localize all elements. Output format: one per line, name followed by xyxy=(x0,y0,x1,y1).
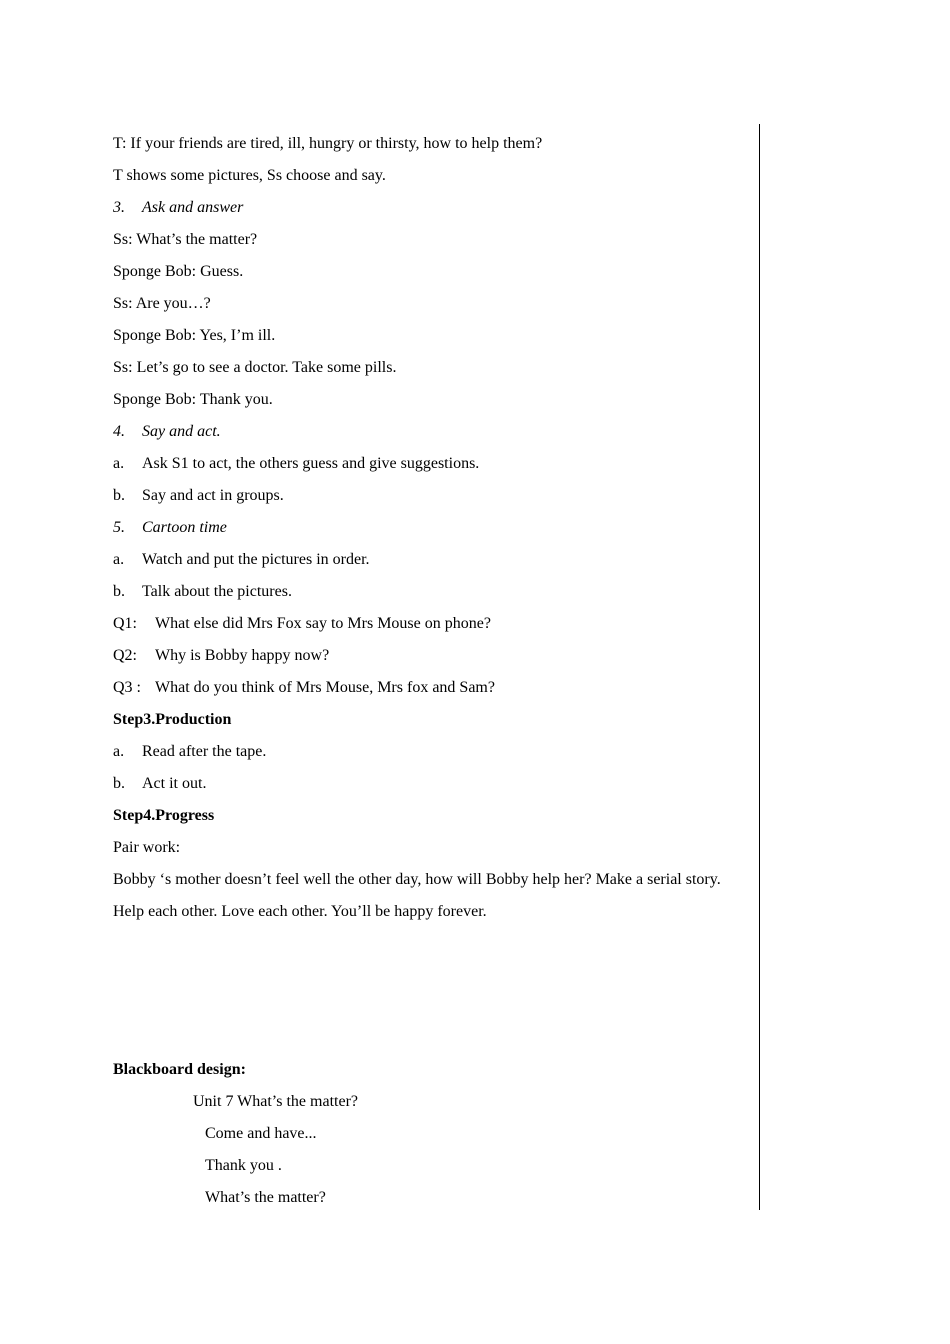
list-letter: b. xyxy=(113,583,125,600)
list-number: 3. xyxy=(113,199,125,216)
dialogue-line: Ss: Are you…? xyxy=(113,295,211,312)
list-letter: b. xyxy=(113,487,125,504)
blackboard-heading: Blackboard design: xyxy=(113,1061,246,1078)
list-number: 5. xyxy=(113,519,125,536)
question-text: Why is Bobby happy now? xyxy=(155,647,330,664)
section-title: Cartoon time xyxy=(142,519,227,536)
list-item xyxy=(113,452,758,484)
list-letter: a. xyxy=(113,455,125,472)
list-item-text: Read after the tape. xyxy=(142,743,267,760)
lesson-content xyxy=(113,132,758,932)
text-line: T: If your friends are tired, ill, hungry or thirsty, how to help them? xyxy=(113,135,543,152)
question-text: What do you think of Mrs Mouse, Mrs fox and Sam? xyxy=(155,679,495,696)
blackboard-title: Unit 7 What’s the matter? xyxy=(193,1093,358,1110)
list-item xyxy=(113,484,758,516)
list-letter: a. xyxy=(113,743,125,760)
question-item xyxy=(113,612,758,644)
text-line: Help each other. Love each other. You’ll be happy forever. xyxy=(113,903,487,920)
question-item xyxy=(113,676,758,708)
step-heading: Step3.Production xyxy=(113,711,232,728)
dialogue-line: Ss: What’s the matter? xyxy=(113,231,258,248)
text-line: T shows some pictures, Ss choose and say. xyxy=(113,167,386,184)
list-item-text: Act it out. xyxy=(142,775,207,792)
question-text: What else did Mrs Fox say to Mrs Mouse on phone? xyxy=(155,615,491,632)
section-title: Ask and answer xyxy=(142,199,244,216)
text-line: Pair work: xyxy=(113,839,181,856)
list-item-text: Talk about the pictures. xyxy=(142,583,292,600)
question-number: Q2: xyxy=(113,647,137,664)
text-line: Bobby ‘s mother doesn’t feel well the other day, how will Bobby help her? Make a serial story. xyxy=(113,871,721,888)
list-item xyxy=(113,740,758,772)
dialogue-line: Sponge Bob: Guess. xyxy=(113,263,244,280)
list-letter: a. xyxy=(113,551,125,568)
section-heading xyxy=(113,516,758,548)
blackboard-design xyxy=(113,1058,758,1218)
question-item xyxy=(113,644,758,676)
list-item-text: Watch and put the pictures in order. xyxy=(142,551,370,568)
section-title: Say and act. xyxy=(142,423,221,440)
list-item-text: Say and act in groups. xyxy=(142,487,284,504)
list-item xyxy=(113,548,758,580)
margin-rule xyxy=(759,124,760,1210)
list-letter: b. xyxy=(113,775,125,792)
section-heading xyxy=(113,196,758,228)
dialogue-line: Sponge Bob: Yes, I’m ill. xyxy=(113,327,276,344)
blackboard-item: Thank you . xyxy=(205,1157,282,1174)
list-number: 4. xyxy=(113,423,125,440)
list-item xyxy=(113,772,758,804)
blackboard-item: Come and have... xyxy=(205,1125,317,1142)
blackboard-item: What’s the matter? xyxy=(205,1189,326,1206)
dialogue-line: Ss: Let’s go to see a doctor. Take some pills. xyxy=(113,359,397,376)
list-item-text: Ask S1 to act, the others guess and give suggestions. xyxy=(142,455,480,472)
step-heading: Step4.Progress xyxy=(113,807,215,824)
section-heading xyxy=(113,420,758,452)
question-number: Q3 : xyxy=(113,679,141,696)
dialogue-line: Sponge Bob: Thank you. xyxy=(113,391,273,408)
list-item xyxy=(113,580,758,612)
question-number: Q1: xyxy=(113,615,137,632)
